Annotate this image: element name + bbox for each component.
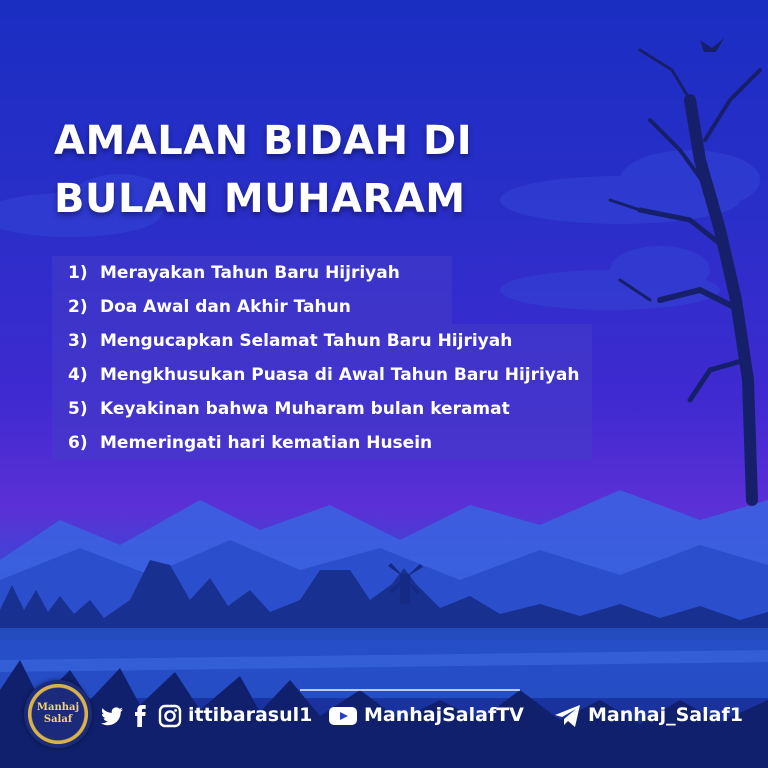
bird-icon	[700, 38, 724, 52]
list-item	[52, 290, 592, 324]
list-item-number: 4)	[68, 365, 88, 385]
list-item	[52, 256, 592, 290]
list-item-number: 6)	[68, 433, 88, 453]
telegram-icon[interactable]	[554, 704, 582, 728]
instagram-icon[interactable]	[158, 704, 182, 728]
list-item-number: 2)	[68, 297, 88, 317]
youtube-handle[interactable]: ManhajSalafTV	[364, 704, 524, 726]
list-item-text: Keyakinan bahwa Muharam bulan keramat	[100, 399, 510, 419]
youtube-icon[interactable]	[328, 704, 358, 728]
title-line-1: AMALAN BIDAH DI	[54, 118, 473, 164]
bidah-list	[52, 256, 592, 460]
list-item	[52, 426, 592, 460]
list-item-text: Merayakan Tahun Baru Hijriyah	[100, 263, 400, 283]
list-item-text: Doa Awal dan Akhir Tahun	[100, 297, 351, 317]
twitter-icon[interactable]	[100, 704, 124, 728]
telegram-handle[interactable]: Manhaj_Salaf1	[588, 704, 743, 726]
manhaj-salaf-logo: Manhaj Salaf	[24, 680, 92, 748]
list-item-text: Memeringati hari kematian Husein	[100, 433, 433, 453]
list-item-text: Mengucapkan Selamat Tahun Baru Hijriyah	[100, 331, 513, 351]
list-item-text: Mengkhusukan Puasa di Awal Tahun Baru Hijriyah	[100, 365, 580, 385]
title-line-2: BULAN MUHARAM	[54, 176, 466, 222]
list-item	[52, 358, 592, 392]
facebook-icon[interactable]	[128, 704, 152, 728]
instagram-handle[interactable]: ittibarasul1	[188, 704, 313, 726]
list-item-number: 5)	[68, 399, 88, 419]
list-item-number: 1)	[68, 263, 88, 283]
list-item-number: 3)	[68, 331, 88, 351]
list-item	[52, 392, 592, 426]
page-title	[54, 112, 514, 228]
list-item	[52, 324, 592, 358]
